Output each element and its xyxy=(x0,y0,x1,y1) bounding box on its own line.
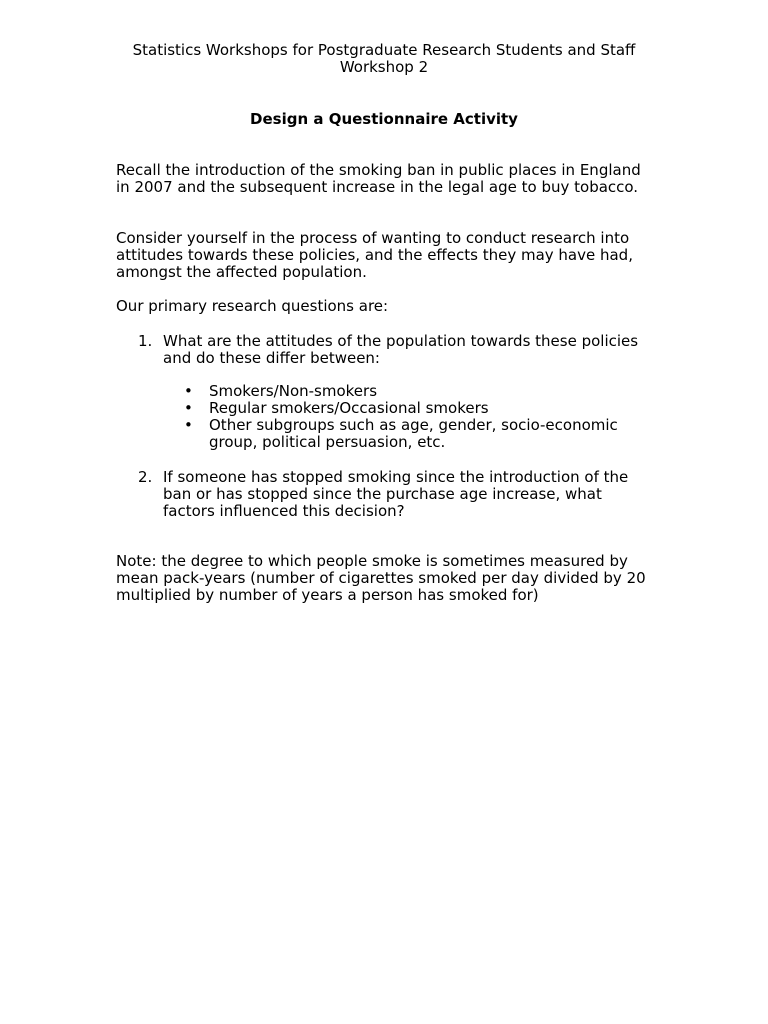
lead-in-paragraph: Our primary research questions are: xyxy=(116,297,389,315)
list-item xyxy=(184,417,654,451)
bullet-text: Regular smokers/Occasional smokers xyxy=(209,399,489,417)
bullet-text: Other subgroups such as age, gender, socio-economic group, political persuasion, etc. xyxy=(209,416,618,451)
header-line-2: Workshop 2 xyxy=(339,58,429,76)
context-paragraph: Consider yourself in the process of wanting to conduct research into attitudes towards these policies, and the effects they may have had, amongst the affected population. xyxy=(116,229,633,281)
list-item xyxy=(184,400,654,417)
document-header xyxy=(0,42,768,76)
bullet-text: Smokers/Non-smokers xyxy=(209,382,378,400)
list-item xyxy=(184,383,654,400)
bullet-icon: • xyxy=(184,382,193,400)
question-number: 1. xyxy=(138,332,153,350)
bullet-icon: • xyxy=(184,399,193,417)
page-title: Design a Questionnaire Activity xyxy=(250,110,518,128)
question-text: What are the attitudes of the population towards these policies and do these differ between: xyxy=(163,332,639,367)
subgroup-bullet-list xyxy=(184,383,654,451)
question-text: If someone has stopped smoking since the introduction of the ban or has stopped since the purchase age increase, what factors influenced this decision? xyxy=(163,468,629,520)
header-line-1: Statistics Workshops for Postgraduate Research Students and Staff xyxy=(132,41,636,59)
intro-paragraph: Recall the introduction of the smoking ban in public places in England in 2007 and the subsequent increase in the legal age to buy tobacco. xyxy=(116,161,641,196)
bullet-icon: • xyxy=(184,416,193,434)
note-paragraph: Note: the degree to which people smoke is sometimes measured by mean pack-years (number of cigarettes smoked per day divided by 20 multiplied by number of years a person has smoked for) xyxy=(116,552,646,604)
question-number: 2. xyxy=(138,468,153,486)
